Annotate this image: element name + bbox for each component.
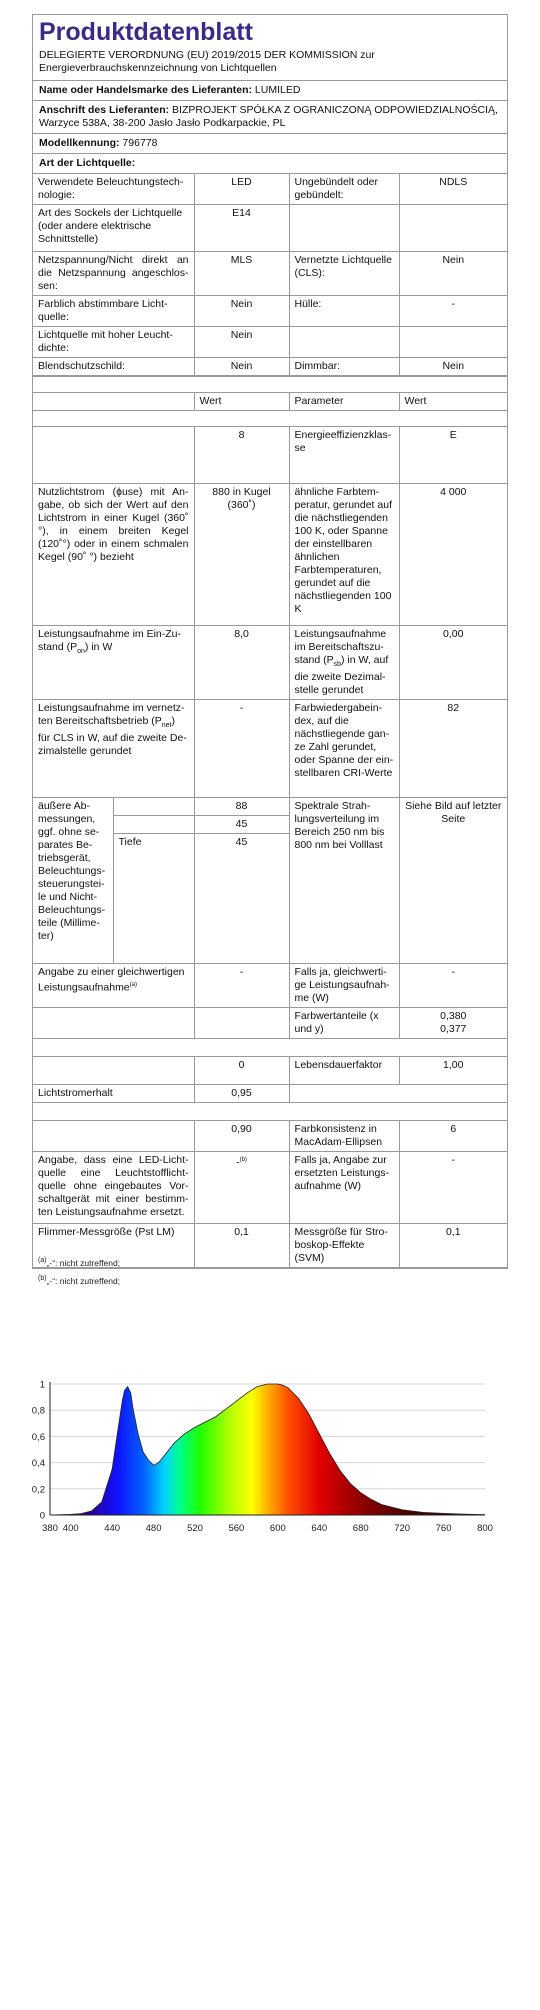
spectral-label: Spektrale Strahlungsverteilung im Bereich 250 nm bis 800 nm bei Volllast — [289, 798, 399, 964]
row-value: NDLS — [399, 174, 507, 205]
table-row — [33, 1152, 507, 1224]
x-tick-label: 600 — [269, 1523, 286, 1534]
table-row — [33, 964, 507, 1008]
cri-value: 82 — [399, 700, 507, 798]
table-row — [33, 626, 507, 700]
replace-value: -$^{(b)}$ — [194, 1152, 289, 1224]
x-tick-label: 680 — [352, 1523, 369, 1534]
table-row — [33, 1121, 507, 1152]
x-tick-label: 400 — [62, 1523, 79, 1534]
column-header-parameter: Parameter — [289, 393, 399, 411]
x-tick-label: 440 — [104, 1523, 121, 1534]
spacer-row — [33, 377, 507, 393]
chroma-label: Farbwertanteile (x und y) — [289, 1008, 399, 1039]
dimension-value: 45 — [194, 816, 289, 834]
x-tick-label: 640 — [311, 1523, 328, 1534]
page-title: Produktdatenblatt — [39, 18, 253, 46]
row-value — [399, 327, 507, 358]
x-tick-label: 720 — [394, 1523, 411, 1534]
maintenance-value: 0,95 — [194, 1085, 289, 1103]
cct-value: 4 000 — [399, 484, 507, 626]
dimensions-label: äußere Abmessungen, ggf. ohne separates Betriebsgerät, Beleuchtungssteuerungsteile und Nicht-Beleuchtungsteile (Millimeter) — [33, 798, 113, 964]
table-header-row — [33, 393, 507, 411]
spacer-row — [33, 1039, 507, 1057]
row-value — [399, 205, 507, 252]
x-tick-label: 760 — [435, 1523, 452, 1534]
table-row — [33, 296, 507, 327]
equiv2-value: - — [399, 964, 507, 1008]
replace2-value: - — [399, 1152, 507, 1224]
energy-label: Energieeffizienzklasse — [289, 427, 399, 484]
x-tick-label: 800 — [477, 1523, 493, 1534]
light-type-heading: Art der Lichtquelle: — [33, 154, 507, 174]
dimension-value: 88 — [194, 798, 289, 816]
row-value: Nein — [194, 327, 289, 358]
row-value: E14 — [194, 205, 289, 252]
pon-value: 8,0 — [194, 626, 289, 700]
cri-label: Farbwiedergabeindex, auf die nächstliegende ganze Zahl gerundet, oder Spanne der einstellbaren CRI-Werte — [289, 700, 399, 798]
replace-label: Angabe, dass eine LED-Lichtquelle eine Leuchtstofflichtquelle ohne eingebautes Vorschaltgerät mit einer bestimmten Leistungsaufnahme ersetzt. — [33, 1152, 194, 1224]
table-row — [33, 484, 507, 626]
product-data-sheet — [32, 14, 508, 1269]
spectral-value: Siehe Bild auf letzter Seite — [399, 798, 507, 964]
strobo-label: Messgröße für Stroboskop-Effekte (SVM) — [289, 1224, 399, 1268]
row-label: Dimmbar: — [289, 358, 399, 376]
row-label: Blendschutzschild: — [33, 358, 194, 376]
footnote-b: $^{(b)}$„-“: nicht zutreffend; — [38, 1275, 121, 1286]
row-label: Vernetzte Lichtquelle (CLS): — [289, 252, 399, 296]
life-value: 0 — [194, 1057, 289, 1085]
row-label: Verwendete Beleuchtungstechnologie: — [33, 174, 194, 205]
column-header-wert2: Wert — [399, 393, 507, 411]
flicker-label: Flimmer-Messgröße (Pst LM) — [33, 1224, 194, 1268]
y-tick-label: 0,6 — [31, 1431, 45, 1443]
light-type-table — [33, 174, 507, 376]
dimension-value: 45 — [194, 834, 289, 964]
x-tick-label: 380 — [42, 1523, 58, 1534]
table-row — [33, 252, 507, 296]
table-row — [33, 1057, 507, 1085]
spectrum-chart — [30, 1378, 500, 1538]
replace2-label: Falls ja, Angabe zur ersetzten Leistungsaufnahme (W) — [289, 1152, 399, 1224]
depth-label: Tiefe — [113, 834, 194, 964]
psb-label: Leistungsaufnahme im Bereitschaftszustand $(P_{sb})$ in W, auf die zweite Dezimalstelle gerundet — [289, 626, 399, 700]
table-row — [33, 358, 507, 376]
psb-value: 0,00 — [399, 626, 507, 700]
macadam-label: Farbkonsistenz in MacAdam-Ellipsen — [289, 1121, 399, 1152]
model-value: 796778 — [122, 137, 158, 149]
energy-value: 8 — [194, 427, 289, 484]
row-value: MLS — [194, 252, 289, 296]
table-row — [33, 427, 507, 484]
equiv2-label: Falls ja, gleichwertige Leistungsaufnahme (W) — [289, 964, 399, 1008]
row-label: Lichtquelle mit hoher Leuchtdichte: — [33, 327, 194, 358]
strobo-value: 0,1 — [399, 1224, 507, 1268]
supplier-value: LUMILED — [254, 84, 301, 96]
spacer-row — [33, 411, 507, 427]
table-row — [33, 1008, 507, 1039]
address-value: BIZPROJEKT SPÓŁKA Z OGRANICZONĄ ODPOWIEDZIALNOŚCIĄ, Warzyce 538A, 38-200 Jasło Jasło Podkarpackie, PL — [39, 104, 498, 129]
row-value: - — [399, 296, 507, 327]
row-label: Art des Sockels der Lichtquelle (oder andere elektrische Schnittstelle) — [33, 205, 194, 252]
row-label: Farblich abstimmbare Lichtquelle: — [33, 296, 194, 327]
table-row — [33, 1085, 507, 1103]
y-tick-label: 0,8 — [31, 1405, 45, 1417]
y-tick-label: 0,4 — [31, 1458, 45, 1470]
row-label — [289, 327, 399, 358]
table-row — [33, 174, 507, 205]
row-label — [289, 205, 399, 252]
model-label: Modellkennung: — [39, 137, 120, 149]
row-label: Hülle: — [289, 296, 399, 327]
y-tick-label: 0 — [39, 1510, 45, 1522]
energy-class: E — [399, 427, 507, 484]
spacer-row — [33, 1103, 507, 1121]
row-label: Netzspannung/Nicht direkt an die Netzspannung angeschlossen: — [33, 252, 194, 296]
table-row — [33, 798, 507, 816]
flicker-value: 0,1 — [194, 1224, 289, 1268]
y-tick-label: 0,2 — [31, 1484, 45, 1496]
pon-label: Leistungsaufnahme im Ein-Zustand $(P_{on})$ in W — [33, 626, 194, 700]
table-row — [33, 327, 507, 358]
address-row — [33, 101, 507, 134]
model-row — [33, 134, 507, 154]
address-label: Anschrift des Lieferanten: — [39, 104, 170, 116]
x-tick-label: 520 — [187, 1523, 203, 1534]
displacement-value: 0,90 — [194, 1121, 289, 1152]
pnet-label: Leistungsaufnahme im vernetzten Bereitschaftsbetrieb $(P_{net})$ für CLS in W, auf die zweite Dezimalstelle gerundet — [33, 700, 194, 798]
row-value: Nein — [194, 296, 289, 327]
macadam-value: 6 — [399, 1121, 507, 1152]
regulation-text: DELEGIERTE VERORDNUNG (EU) 2019/2015 DER KOMMISSION zur Energieverbrauchskennzeichnung von Lichtquellen — [33, 47, 507, 81]
equiv-value: - — [194, 964, 289, 1008]
flux-value: 880 in Kugel (360˚) — [194, 484, 289, 626]
supplier-row — [33, 81, 507, 101]
supplier-label: Name oder Handelsmarke des Lieferanten: — [39, 84, 252, 96]
chroma-value: 0,380 0,377 — [399, 1008, 507, 1039]
parameters-table — [33, 376, 507, 1268]
table-row — [33, 205, 507, 252]
life-label: Lebensdauerfaktor — [289, 1057, 399, 1085]
life-factor: 1,00 — [399, 1057, 507, 1085]
equiv-label: Angabe zu einer gleichwertigen Leistungsaufnahme$^{(a)}$ — [33, 964, 194, 1008]
flux-label: Nutzlichtstrom (ɸuse) mit Angabe, ob sich der Wert auf den Lichtstrom in einer Kugel (360˚ °), in einem breiten Kegel (120˚°) oder in einem schmalen Kegel (90˚ °) bezieht — [33, 484, 194, 626]
table-row — [33, 700, 507, 798]
x-tick-label: 560 — [228, 1523, 245, 1534]
row-label: Ungebündelt oder gebündelt: — [289, 174, 399, 205]
footnote-a: $^{(a)}$„-“: nicht zutreffend; — [38, 1257, 121, 1268]
x-tick-label: 480 — [145, 1523, 162, 1534]
row-value: Nein — [399, 252, 507, 296]
pnet-value: - — [194, 700, 289, 798]
cct-label: ähnliche Farbtemperatur, gerundet auf die nächstliegenden 100 K, oder Spanne der einstellbaren ähnlichen Farbtemperaturen, gerundet auf die nächstliegenden 100 K — [289, 484, 399, 626]
maintenance-label: Lichtstromerhalt — [33, 1085, 194, 1103]
column-header-wert: Wert — [194, 393, 289, 411]
y-tick-label: 1 — [39, 1379, 45, 1391]
row-value: Nein — [399, 358, 507, 376]
row-value: Nein — [194, 358, 289, 376]
row-value: LED — [194, 174, 289, 205]
